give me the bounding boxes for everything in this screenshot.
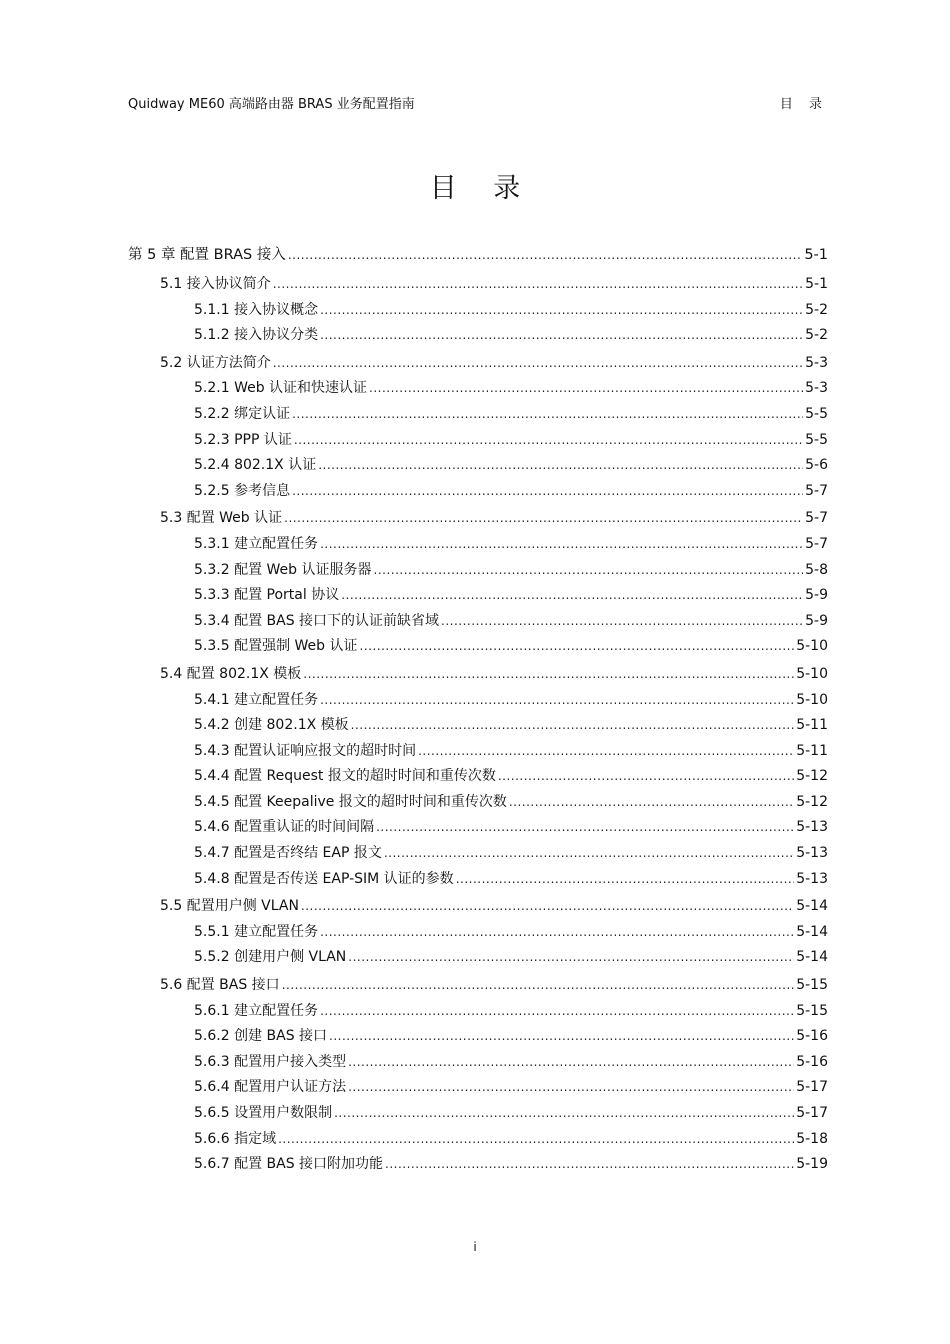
toc-entry-title: 5.2.1 Web 认证和快速认证 bbox=[194, 380, 368, 397]
toc-dot-leader bbox=[320, 693, 794, 707]
toc-dot-leader bbox=[292, 407, 803, 421]
toc-entry-page: 5-18 bbox=[796, 1130, 828, 1147]
toc-entry-title: 5.3.4 配置 BAS 接口下的认证前缺省域 bbox=[194, 612, 440, 629]
toc-entry-title: 5.4.2 创建 802.1X 模板 bbox=[194, 717, 349, 734]
toc-entry-title: 5.6 配置 BAS 接口 bbox=[160, 977, 280, 994]
toc-entry[interactable] bbox=[128, 740, 828, 766]
toc-entry-title: 5.2 认证方法简介 bbox=[160, 354, 271, 371]
toc-entry[interactable] bbox=[128, 454, 828, 480]
toc-entry[interactable] bbox=[128, 377, 828, 403]
toc-entry[interactable] bbox=[128, 610, 828, 636]
toc-dot-leader bbox=[278, 1132, 794, 1146]
toc-entry[interactable] bbox=[128, 1000, 828, 1026]
toc-entry-page: 5-14 bbox=[796, 949, 828, 966]
toc-entry[interactable] bbox=[128, 507, 828, 533]
toc-dot-leader bbox=[348, 1080, 794, 1094]
toc-dot-leader bbox=[288, 248, 802, 262]
toc-entry-title: 5.4.1 建立配置任务 bbox=[194, 691, 319, 708]
toc-entry-page: 5-5 bbox=[805, 405, 828, 422]
toc-entry-title: 5.1 接入协议简介 bbox=[160, 276, 271, 292]
toc-dot-leader bbox=[369, 381, 803, 395]
toc-entry-page: 5-12 bbox=[796, 768, 828, 785]
toc-entry-title: 5.3.3 配置 Portal 协议 bbox=[194, 587, 340, 604]
toc-entry[interactable] bbox=[128, 533, 828, 559]
toc-entry-page: 5-7 bbox=[805, 535, 828, 552]
toc-dot-leader bbox=[282, 978, 795, 992]
toc-entry-title: 5.4.7 配置是否终结 EAP 报文 bbox=[194, 845, 382, 862]
toc-entry-page: 5-2 bbox=[805, 327, 828, 344]
toc-entry-title: 5.3.1 建立配置任务 bbox=[194, 535, 319, 552]
toc-entry-page: 5-17 bbox=[796, 1105, 828, 1121]
toc-entry[interactable] bbox=[128, 299, 828, 325]
toc-entry-page: 5-14 bbox=[796, 923, 828, 940]
toc-entry-title: 5.3.2 配置 Web 认证服务器 bbox=[194, 561, 372, 578]
toc-entry-title: 5.2.5 参考信息 bbox=[194, 482, 291, 499]
toc-dot-leader bbox=[456, 872, 795, 886]
toc-entry-page: 5-11 bbox=[796, 717, 828, 734]
toc-entry[interactable] bbox=[128, 403, 828, 429]
toc-entry-title: 5.6.7 配置 BAS 接口附加功能 bbox=[194, 1156, 384, 1173]
toc-dot-leader bbox=[374, 563, 804, 577]
toc-entry[interactable] bbox=[128, 663, 828, 689]
toc-entry-page: 5-9 bbox=[805, 587, 828, 604]
toc-entry-title: 5.3.5 配置强制 Web 认证 bbox=[194, 638, 358, 655]
toc-dot-leader bbox=[320, 303, 803, 317]
toc-dot-leader bbox=[348, 1055, 794, 1069]
toc-entry[interactable] bbox=[128, 868, 828, 894]
toc-entry-page: 5-15 bbox=[796, 1002, 828, 1019]
toc-entry-page: 5-11 bbox=[796, 742, 828, 759]
toc-entry-title: 5.4.5 配置 Keepalive 报文的超时时间和重传次数 bbox=[194, 793, 507, 810]
toc-dot-leader bbox=[284, 511, 803, 525]
header-section-name: 目 录 bbox=[779, 97, 828, 112]
toc-entry-page: 5-7 bbox=[805, 482, 828, 499]
toc-entry-title: 5.2.3 PPP 认证 bbox=[194, 431, 292, 448]
toc-entry[interactable] bbox=[128, 1076, 828, 1102]
page-number: i bbox=[473, 1240, 477, 1254]
toc-entry[interactable] bbox=[128, 352, 828, 378]
toc-entry-page: 5-6 bbox=[805, 457, 828, 474]
toc-dot-leader bbox=[273, 277, 803, 291]
table-of-contents bbox=[128, 243, 828, 1179]
toc-entry[interactable] bbox=[128, 324, 828, 350]
toc-entry-page: 5-3 bbox=[805, 380, 828, 397]
toc-entry[interactable] bbox=[128, 429, 828, 455]
toc-entry-page: 5-7 bbox=[805, 510, 828, 527]
toc-entry-title: 5.4.3 配置认证响应报文的超时时间 bbox=[194, 742, 417, 759]
toc-entry[interactable] bbox=[128, 1102, 828, 1128]
toc-entry[interactable] bbox=[128, 635, 828, 661]
toc-dot-leader bbox=[303, 667, 794, 681]
toc-dot-leader bbox=[498, 769, 794, 783]
toc-entry[interactable] bbox=[128, 584, 828, 610]
toc-entry-page: 5-16 bbox=[796, 1053, 828, 1070]
toc-entry-title: 5.6.6 指定域 bbox=[194, 1130, 277, 1147]
toc-entry-page: 5-2 bbox=[805, 301, 828, 318]
toc-entry-page: 5-19 bbox=[796, 1156, 828, 1173]
toc-entry[interactable] bbox=[128, 974, 828, 1000]
toc-entry-page: 5-13 bbox=[796, 819, 828, 836]
toc-entry-title: 5.5 配置用户侧 VLAN bbox=[160, 898, 299, 915]
toc-entry-page: 5-10 bbox=[796, 665, 828, 682]
toc-dot-leader bbox=[320, 328, 803, 342]
toc-entry-title: 5.6.1 建立配置任务 bbox=[194, 1002, 319, 1019]
toc-entry-title: 5.6.2 创建 BAS 接口 bbox=[194, 1028, 328, 1045]
toc-entry[interactable] bbox=[128, 1051, 828, 1077]
toc-entry-title: 5.6.5 设置用户数限制 bbox=[194, 1105, 333, 1121]
toc-entry-page: 5-14 bbox=[796, 898, 828, 915]
toc-entry[interactable] bbox=[128, 480, 828, 506]
toc-entry-title: 5.4.4 配置 Request 报文的超时时间和重传次数 bbox=[194, 768, 496, 785]
toc-entry[interactable] bbox=[128, 559, 828, 585]
toc-dot-leader bbox=[441, 614, 803, 628]
toc-entry[interactable] bbox=[128, 714, 828, 740]
toc-dot-leader bbox=[320, 537, 803, 551]
toc-entry-title: 5.6.3 配置用户接入类型 bbox=[194, 1053, 347, 1070]
toc-entry-page: 5-1 bbox=[804, 247, 828, 263]
toc-entry-page: 5-9 bbox=[805, 612, 828, 629]
toc-entry-title: 5.6.4 配置用户认证方法 bbox=[194, 1079, 347, 1096]
toc-dot-leader bbox=[418, 744, 794, 758]
toc-dot-leader bbox=[301, 899, 794, 913]
toc-entry[interactable] bbox=[128, 765, 828, 791]
toc-entry[interactable] bbox=[128, 243, 828, 265]
toc-entry-title: 5.4.8 配置是否传送 EAP-SIM 认证的参数 bbox=[194, 870, 454, 887]
toc-dot-leader bbox=[385, 1157, 794, 1171]
toc-entry[interactable] bbox=[128, 816, 828, 842]
toc-entry-title: 5.2.4 802.1X 认证 bbox=[194, 457, 317, 474]
toc-entry-title: 5.4.6 配置重认证的时间间隔 bbox=[194, 819, 375, 836]
toc-dot-leader bbox=[334, 1106, 794, 1120]
toc-entry-page: 5-17 bbox=[796, 1079, 828, 1096]
toc-dot-leader bbox=[384, 846, 794, 860]
toc-entry[interactable] bbox=[128, 895, 828, 921]
toc-entry[interactable] bbox=[128, 921, 828, 947]
page-title: 目 录 bbox=[429, 173, 535, 204]
toc-entry-title: 5.1.2 接入协议分类 bbox=[194, 327, 319, 344]
toc-entry-page: 5-1 bbox=[805, 276, 828, 292]
toc-entry-page: 5-10 bbox=[796, 638, 828, 655]
toc-entry[interactable] bbox=[128, 791, 828, 817]
toc-entry-title: 5.2.2 绑定认证 bbox=[194, 405, 291, 422]
toc-entry-page: 5-10 bbox=[796, 691, 828, 708]
page-header bbox=[128, 93, 828, 113]
header-document-title: Quidway ME60 高端路由器 BRAS 业务配置指南 bbox=[128, 97, 415, 112]
toc-entry[interactable] bbox=[128, 1153, 828, 1179]
toc-entry[interactable] bbox=[128, 842, 828, 868]
toc-entry-page: 5-16 bbox=[796, 1028, 828, 1045]
toc-dot-leader bbox=[348, 950, 794, 964]
toc-entry[interactable] bbox=[128, 946, 828, 972]
toc-entry-title: 5.3 配置 Web 认证 bbox=[160, 510, 283, 527]
toc-dot-leader bbox=[376, 820, 794, 834]
toc-dot-leader bbox=[509, 795, 794, 809]
toc-entry-title: 5.1.1 接入协议概念 bbox=[194, 301, 319, 318]
toc-dot-leader bbox=[318, 458, 803, 472]
toc-dot-leader bbox=[294, 433, 803, 447]
toc-dot-leader bbox=[292, 484, 803, 498]
toc-entry-page: 5-3 bbox=[805, 354, 828, 371]
toc-dot-leader bbox=[320, 925, 794, 939]
toc-entry[interactable] bbox=[128, 273, 828, 299]
toc-entry-title: 5.5.1 建立配置任务 bbox=[194, 923, 319, 940]
toc-entry[interactable] bbox=[128, 1025, 828, 1051]
toc-entry-page: 5-5 bbox=[805, 431, 828, 448]
toc-entry-page: 5-15 bbox=[796, 977, 828, 994]
toc-entry-page: 5-8 bbox=[805, 561, 828, 578]
toc-entry-title: 第 5 章 配置 BRAS 接入 bbox=[128, 247, 286, 263]
toc-dot-leader bbox=[360, 639, 795, 653]
toc-entry-page: 5-12 bbox=[796, 793, 828, 810]
toc-dot-leader bbox=[351, 718, 795, 732]
toc-dot-leader bbox=[273, 356, 803, 370]
toc-entry-title: 5.4 配置 802.1X 模板 bbox=[160, 665, 302, 682]
toc-entry-page: 5-13 bbox=[796, 870, 828, 887]
toc-entry[interactable] bbox=[128, 689, 828, 715]
toc-dot-leader bbox=[341, 588, 803, 602]
toc-entry-page: 5-13 bbox=[796, 845, 828, 862]
toc-entry[interactable] bbox=[128, 1128, 828, 1154]
toc-dot-leader bbox=[320, 1004, 794, 1018]
toc-entry-title: 5.5.2 创建用户侧 VLAN bbox=[194, 949, 347, 966]
toc-dot-leader bbox=[329, 1029, 794, 1043]
